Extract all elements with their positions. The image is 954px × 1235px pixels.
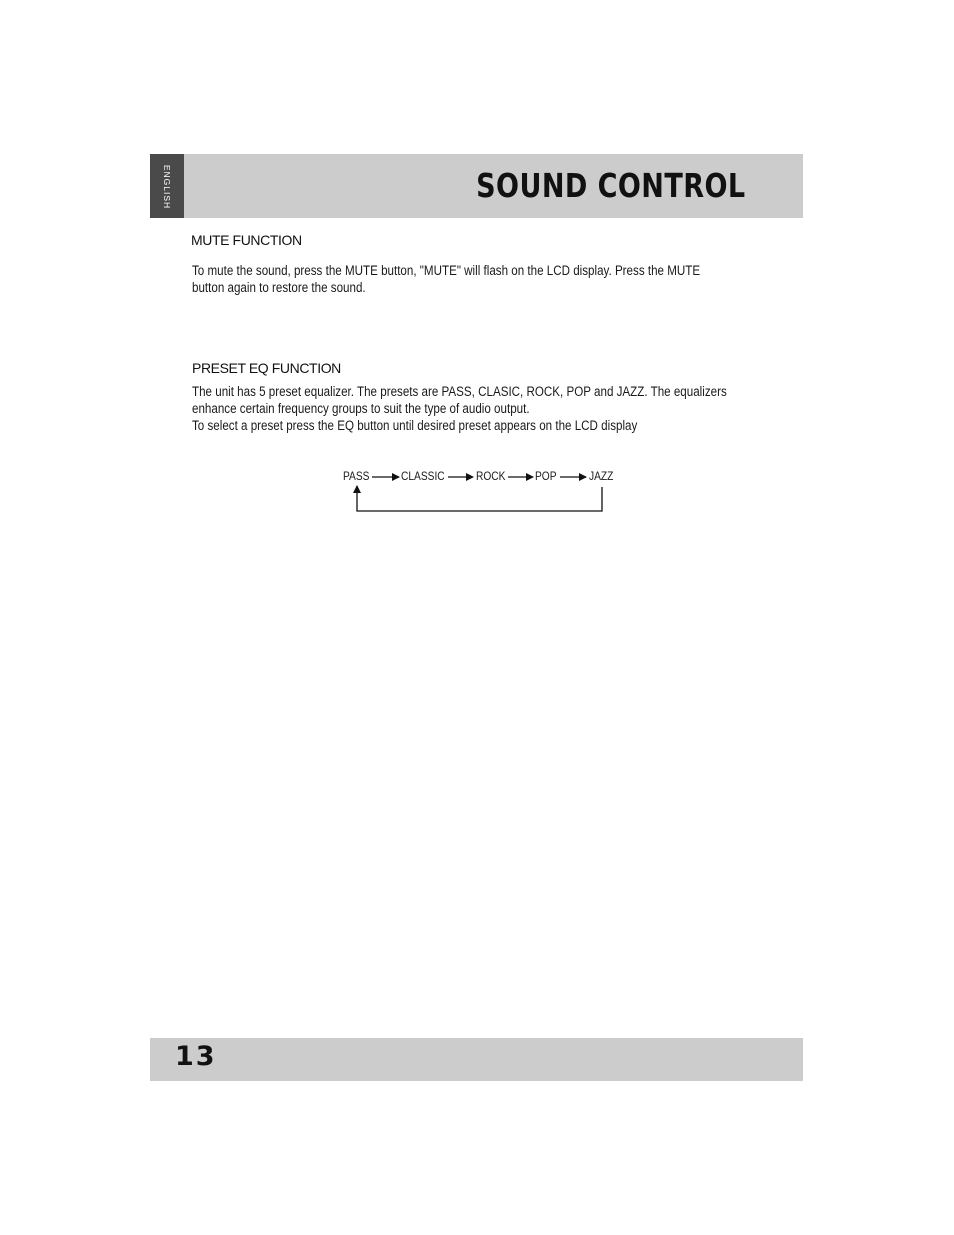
eq-preset-pass: PASS — [343, 469, 370, 483]
mute-function-heading: MUTE FUNCTION — [191, 232, 302, 248]
eq-preset-pop: POP — [535, 469, 557, 483]
eq-text-line: enhance certain frequency groups to suit the type of audio output. — [192, 401, 530, 416]
eq-text-line: The unit has 5 preset equalizer. The presets are PASS, CLASIC, ROCK, POP and JAZZ. The equalizers — [192, 384, 727, 399]
eq-preset-classic: CLASSIC — [401, 469, 445, 483]
page-title: SOUND CONTROL — [476, 166, 746, 205]
page-number: 13 — [175, 1041, 217, 1072]
language-label: ENGLISH — [162, 164, 172, 210]
eq-preset-cycle-diagram — [330, 462, 630, 522]
eq-text-line: To select a preset press the EQ button until desired preset appears on the LCD display — [192, 418, 638, 433]
mute-function-text — [192, 262, 792, 296]
eq-preset-jazz: JAZZ — [589, 469, 614, 483]
preset-eq-heading: PRESET EQ FUNCTION — [192, 360, 341, 376]
mute-text-line: button again to restore the sound. — [192, 280, 366, 295]
preset-eq-text — [192, 383, 792, 434]
arrow-jazz-to-pass — [357, 486, 602, 511]
eq-preset-rock: ROCK — [476, 469, 506, 483]
footer-band — [150, 1038, 803, 1081]
mute-text-line: To mute the sound, press the MUTE button, "MUTE" will flash on the LCD display. Press the MUTE — [192, 263, 701, 278]
